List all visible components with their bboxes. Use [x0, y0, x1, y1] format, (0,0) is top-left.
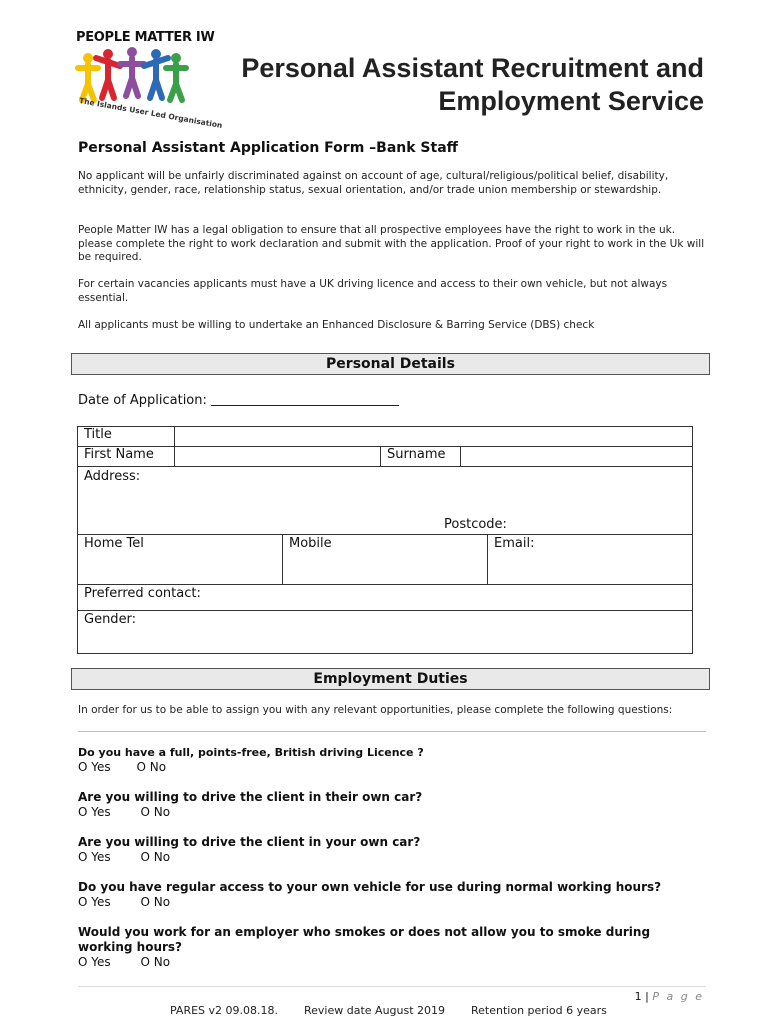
email-label: Email: [494, 536, 535, 551]
first-name-label: First Name [84, 447, 154, 462]
radio-licence-no[interactable] [136, 760, 166, 774]
footer-divider [78, 986, 706, 987]
options-drive-their-car [78, 805, 170, 819]
question-drive-their-car: Are you willing to drive the client in their own car? [78, 790, 423, 804]
no-label: No [153, 955, 171, 969]
radio-circle-icon: O [140, 805, 150, 819]
title-line-1: Personal Assistant Recruitment and [241, 53, 704, 83]
no-label: No [149, 760, 167, 774]
options-drive-own-car [78, 850, 170, 864]
logo-tagline: The Islands User Led Organisation [78, 96, 224, 131]
postcode-label: Postcode: [444, 517, 507, 532]
options-vehicle-access [78, 895, 170, 909]
yes-label: Yes [91, 760, 111, 774]
radio-circle-icon: O [78, 760, 88, 774]
paragraph-dbs: All applicants must be willing to undertake an Enhanced Disclosure & Barring Service (DBS) check [78, 319, 595, 331]
radio-smoking-yes[interactable] [78, 955, 111, 969]
date-blank[interactable] [211, 393, 399, 406]
options-licence [78, 760, 166, 774]
no-label: No [153, 850, 171, 864]
surname-field[interactable] [460, 446, 693, 467]
preferred-contact-field[interactable] [77, 584, 693, 611]
radio-circle-icon: O [140, 955, 150, 969]
page-title [241, 52, 704, 118]
employment-intro: In order for us to be able to assign you with any relevant opportunities, please complete the following questions: [78, 704, 673, 716]
mobile-label: Mobile [289, 536, 332, 551]
radio-drive-their-car-no[interactable] [140, 805, 170, 819]
radio-drive-their-car-yes[interactable] [78, 805, 111, 819]
date-of-application[interactable] [78, 393, 399, 408]
form-title: Personal Assistant Application Form –Bank Staff [78, 140, 458, 156]
radio-circle-icon: O [140, 895, 150, 909]
question-vehicle-access: Do you have regular access to your own vehicle for use during normal working hours? [78, 880, 662, 894]
question-smoking: Would you work for an employer who smokes or does not allow you to smoke during working hours? [78, 925, 651, 954]
title-line-2: Employment Service [438, 86, 704, 116]
radio-vehicle-access-yes[interactable] [78, 895, 111, 909]
surname-label-cell [380, 446, 461, 467]
no-label: No [153, 805, 171, 819]
gender-field[interactable] [77, 610, 693, 654]
radio-smoking-no[interactable] [140, 955, 170, 969]
page-number-value: 1 [634, 990, 642, 1003]
radio-circle-icon: O [140, 850, 150, 864]
home-tel-field[interactable] [77, 534, 283, 585]
question-drive-own-car: Are you willing to drive the client in your own car? [78, 835, 421, 849]
date-label: Date of Application: [78, 393, 207, 408]
yes-label: Yes [91, 805, 111, 819]
intro-divider [78, 731, 706, 732]
paragraph-driving: For certain vacancies applicants must have a UK driving licence and access to their own vehicle, but not always essential. [78, 278, 668, 304]
gender-label: Gender: [84, 612, 137, 627]
footer-review-date: Review date August 2019 [304, 1004, 446, 1017]
logo-org-name: PEOPLE MATTER IW [76, 30, 215, 45]
first-name-label-cell [77, 446, 175, 467]
yes-label: Yes [91, 955, 111, 969]
no-label: No [153, 895, 171, 909]
radio-licence-yes[interactable] [78, 760, 111, 774]
address-label: Address: [84, 469, 141, 484]
employment-duties-heading: Employment Duties [71, 668, 710, 690]
paragraph-right-to-work: People Matter IW has a legal obligation to ensure that all prospective employees have the right to work in the uk. please complete the right to work declaration and submit with the application. Proof of your right to work in the Uk will be required. [78, 224, 705, 263]
question-licence: Do you have a full, points-free, British driving Licence ? [78, 746, 424, 759]
footer-version: PARES v2 09.08.18. [170, 1004, 279, 1017]
yes-label: Yes [91, 895, 111, 909]
page-number: 1 | P a g e [634, 990, 704, 1003]
footer-retention: Retention period 6 years [471, 1004, 607, 1017]
personal-details-heading: Personal Details [71, 353, 710, 375]
home-tel-label: Home Tel [84, 536, 144, 551]
first-name-field[interactable] [174, 446, 381, 467]
title-label: Title [84, 427, 112, 442]
title-label-cell [77, 426, 175, 447]
radio-circle-icon: O [136, 760, 146, 774]
radio-drive-own-car-no[interactable] [140, 850, 170, 864]
mobile-field[interactable] [282, 534, 488, 585]
radio-circle-icon: O [78, 850, 88, 864]
title-field[interactable] [174, 426, 693, 447]
preferred-contact-label: Preferred contact: [84, 586, 201, 601]
radio-drive-own-car-yes[interactable] [78, 850, 111, 864]
radio-circle-icon: O [78, 895, 88, 909]
radio-circle-icon: O [78, 955, 88, 969]
email-field[interactable] [487, 534, 693, 585]
surname-label: Surname [387, 447, 446, 462]
options-smoking [78, 955, 170, 969]
page-word: P a g e [652, 990, 704, 1003]
paragraph-discrimination: No applicant will be unfairly discriminated against on account of age, cultural/religious/political belief, disability, ethnicity, gender, race, relationship status, sexual orientation, and/or trade union membership or stewardship. [78, 170, 669, 196]
radio-circle-icon: O [78, 805, 88, 819]
radio-vehicle-access-no[interactable] [140, 895, 170, 909]
address-field[interactable] [77, 466, 693, 535]
yes-label: Yes [91, 850, 111, 864]
